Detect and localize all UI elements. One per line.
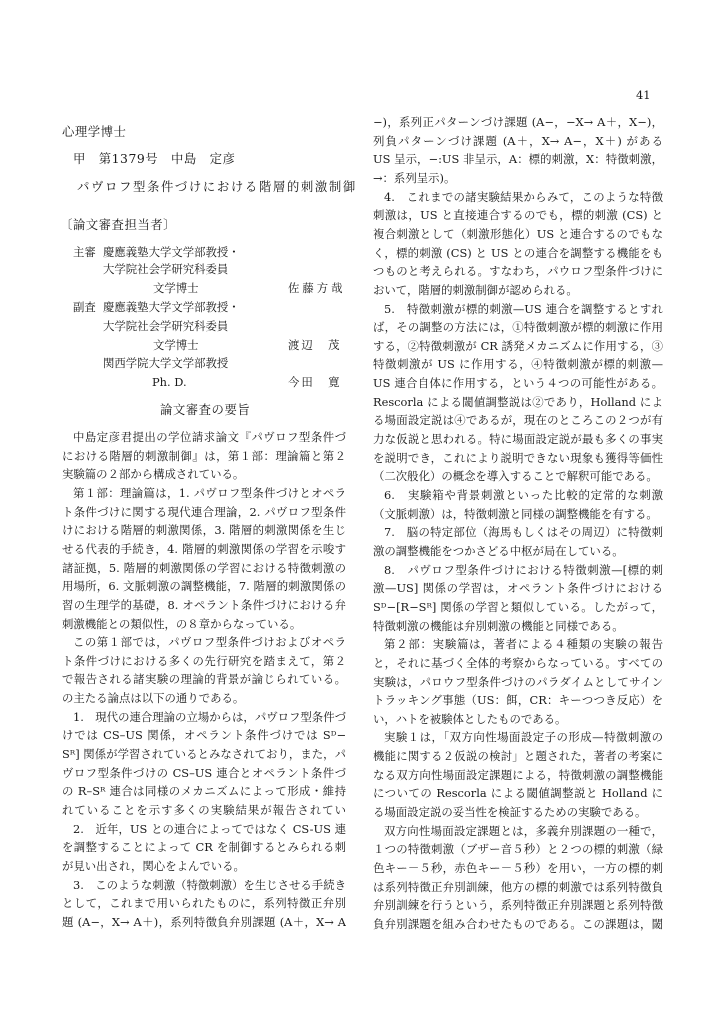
text-line: ば，その調整の方法には，①特徴刺激が標的刺激に作用 [373, 320, 663, 335]
vice-role: 副査 [73, 300, 96, 314]
text-line: US 呈示，−:US 非呈示，A：標的刺激，X：特徴刺激， [373, 152, 663, 167]
text-line: 第１部：理論篇は，1. パヴロフ型条件づけとオペラ [73, 485, 346, 500]
chief-affiliation-1: 慶應義塾大学文学部教授・ [103, 245, 240, 259]
chief-degree: 文学博士 [153, 281, 199, 295]
text-line: なる双方向性場面設定課題による，特徴刺激の調整機能 [373, 767, 663, 782]
vice1-degree: 文学博士 [153, 338, 199, 352]
text-line: ト条件づけにおける多くの先行研究を踏まえて，第２ [62, 653, 346, 668]
text-line: 2. 近年，US との連合によってではなく CS-US 連 [73, 821, 346, 836]
summary-heading: 論文審査の要旨 [160, 402, 251, 417]
text-line: ト条件づけに関する現代連合理論，2. パヴロフ型条件 [62, 504, 346, 519]
text-line: 5. 特徴刺激が標的刺激—US 連合を調整するとすれ [384, 301, 663, 316]
text-line: する，②特徴刺激が CR 誘発メカニズムに作用する，③ [373, 338, 663, 353]
text-line: つものと考えられる。すなわち，パウロフ型条件づけに [373, 264, 663, 279]
text-line: 刺激は，US と直接連合するのでも，標的刺激 (CS) と [373, 208, 663, 223]
text-line: れていることを示す多くの実験結果が報告されてい [62, 803, 346, 817]
text-line: い，ハトを被験体としたものである。 [373, 711, 567, 726]
text-line: 列負パターンづけ課題 (A＋，X→ A−，X＋) がある [373, 133, 663, 148]
text-line: 実験篇の２部から構成されている。 [62, 467, 245, 482]
vice1-affiliation-2: 大学院社会学研究科委員 [103, 319, 229, 333]
vice2-degree: Ph. D. [152, 375, 187, 389]
chief-name: 佐藤方哉 [288, 281, 346, 295]
text-line: 機能に関する２仮説の検討」と題された，著者の考案に [373, 749, 663, 764]
text-line: る場面設定説の妥当性を検証するための実験である。 [373, 805, 647, 820]
text-line: Rescorla による閾値調整説は②であり，Holland によ [373, 394, 663, 409]
text-line: ヴロフ型条件づけの CS–US 連合とオペラント条件づ [62, 765, 346, 780]
text-line: の R–Sᴿ 連合は同様のメカニズムによって形成・維持 [62, 784, 346, 799]
vice1-name: 渡辺 茂 [288, 338, 342, 352]
text-line: 複合刺激として（刺激形態化）US と連合するのでもな [373, 226, 663, 241]
committee-heading: 〔論文審査担当者〕 [60, 217, 177, 232]
degree-heading: 心理学博士 [62, 124, 127, 139]
text-line: 双方向性場面設定課題とは，多義弁別課題の一種で， [384, 823, 663, 838]
text-line: おいて，階層的刺激制御が認められる。 [373, 282, 578, 297]
text-line: 用場所，6. 文脈刺激の調整機能，7. 階層的刺激関係の [62, 579, 346, 594]
text-line: 色キー－５秒，赤色キー－５秒）を用い，一方の標的刺 [373, 861, 663, 875]
text-line: 第２部：実験篇は，著者による４種類の実験の報告 [384, 637, 663, 652]
text-line: 4. これまでの諸実験結果からみて，このような特徴 [384, 189, 663, 204]
text-line: 激の調整機能をつかさどる中枢が局在している。 [373, 543, 624, 558]
text-line: 特徴刺激の機能は弁別刺激の機能と同様である。 [373, 618, 624, 633]
page-number: 41 [636, 88, 651, 102]
chief-role: 主審 [73, 245, 96, 259]
text-line: は系列特徴正弁別訓練，他方の標的刺激では系列特徴負 [373, 879, 663, 894]
text-line: 8. パヴロフ型条件づけにおける特徴刺激—[標的刺 [384, 562, 663, 577]
vice2-affiliation: 関西学院大学文学部教授 [103, 356, 229, 370]
text-line: 力な仮説と思われる。特に場面設定説が最も多くの事実 [373, 432, 663, 447]
text-line: せる代表的手続き，4. 階層的刺激関係の学習を示唆す [62, 541, 346, 556]
text-line: として，これまで用いられたものに，系列特徴正弁別 [62, 896, 346, 911]
text-line: −)，系列正パターンづけ課題 (A−，−X→ A＋，X−)， [373, 115, 663, 129]
text-line: 激—US] 関係の学習は，オペラント条件づけにおける [373, 581, 663, 596]
text-line: けにおける階層的刺激関係，3. 階層的刺激関係を生じ [62, 523, 346, 538]
text-line: 実験１は，「双方向性場面設定子の形成—特徴刺激の [384, 730, 663, 745]
text-line: 1. 現代の連合理論の立場からは，パヴロフ型条件づ [73, 709, 346, 724]
text-line: における階層的刺激制御』は，第１部：理論篇と第２ [62, 448, 346, 463]
text-line: けでは CS–US 関係，オペラント条件づけでは Sᴰ− [62, 728, 346, 743]
text-line: が見い出され，関心をよんでいる。 [62, 858, 245, 873]
text-line: US 連合自体に作用する，という４つの可能性がある。 [373, 376, 663, 391]
text-line: Sᴰ−[R−Sᴿ] 関係の学習と類似している。したがって， [373, 599, 663, 614]
text-line: で報告される諸実験の理論的背景が論じられている。 [62, 672, 346, 687]
text-line: 諸証拠，5. 階層的刺激関係の学習における特徴刺激の [62, 560, 346, 575]
text-line: 特徴刺激が US に作用する，④特徴刺激が標的刺激— [373, 357, 663, 372]
text-line: 題 (A−，X→ A＋)，系列特徴負弁別課題 (A＋，X→ A [62, 914, 346, 929]
text-line: と，それに基づく全体的考察からなっている。すべての [373, 655, 663, 670]
text-line: の主たる論点は以下の通りである。 [62, 691, 245, 706]
text-line: （二次般化）の概念を導入することで解釈可能である。 [373, 469, 658, 484]
text-line: 習の生理学的基礎，8. オペラント条件づけにおける弁 [62, 597, 346, 612]
text-line: 3. このような刺激（特徴刺激）を生じさせる手続き [73, 877, 346, 892]
text-line: についての Rescorla による閾値調整説と Holland に [373, 786, 663, 801]
text-line: る場面設定説は④であるが，現在のところこの２つが有 [373, 413, 663, 428]
text-line: トラッキング事態（US：餌，CR：キーつつき反応）を [373, 693, 663, 708]
chief-affiliation-2: 大学院社会学研究科委員 [103, 262, 229, 276]
text-line: 7. 脳の特定部位（海馬もしくはその周辺）に特徴刺 [384, 525, 663, 540]
text-line: く，標的刺激 (CS) と US との連合を調整する機能をも [373, 245, 663, 260]
text-line: 実験は，パロウフ型条件づけのパラダイムとしてサイン [373, 674, 663, 689]
vice2-name: 今田 寛 [288, 375, 342, 389]
text-line: 弁別訓練を行うという，系列特徴正弁別課題と系列特徴 [373, 898, 663, 913]
thesis-title: パヴロフ型条件づけにおける階層的刺激制御 [77, 179, 357, 194]
text-line: を説明でき，これにより説明できない現象も獲得等価性 [373, 450, 663, 465]
text-line: １つの特徴刺激（ブザー音５秒）と２つの標的刺激（緑 [373, 842, 663, 857]
text-line: 中島定彦君提出の学位請求論文『パヴロフ型条件づ [73, 430, 346, 444]
text-line: 刺激機能との類似性，の８章からなっている。 [62, 616, 302, 631]
registration-line: 甲 第1379号 中島 定彦 [73, 151, 236, 166]
text-line: 負弁別課題を組み合わせたものである。この課題は，閾 [373, 916, 663, 931]
text-line: （文脈刺激）は，特徴刺激と同様の調整機能を有する。 [373, 506, 658, 521]
text-line: を調整することによって CR を制御するとみられる刺 [62, 840, 346, 855]
text-line: 6. 実験箱や背景刺激といった比較的定常的な刺激 [384, 488, 663, 502]
text-line: →：系列呈示)。 [373, 170, 456, 185]
text-line: Sᴿ] 関係が学習されているとみなされており，また，パ [62, 747, 346, 762]
vice1-affiliation-1: 慶應義塾大学文学部教授・ [103, 300, 240, 314]
text-line: この第１部では，パヴロフ型条件づけおよびオペラ [73, 635, 346, 650]
